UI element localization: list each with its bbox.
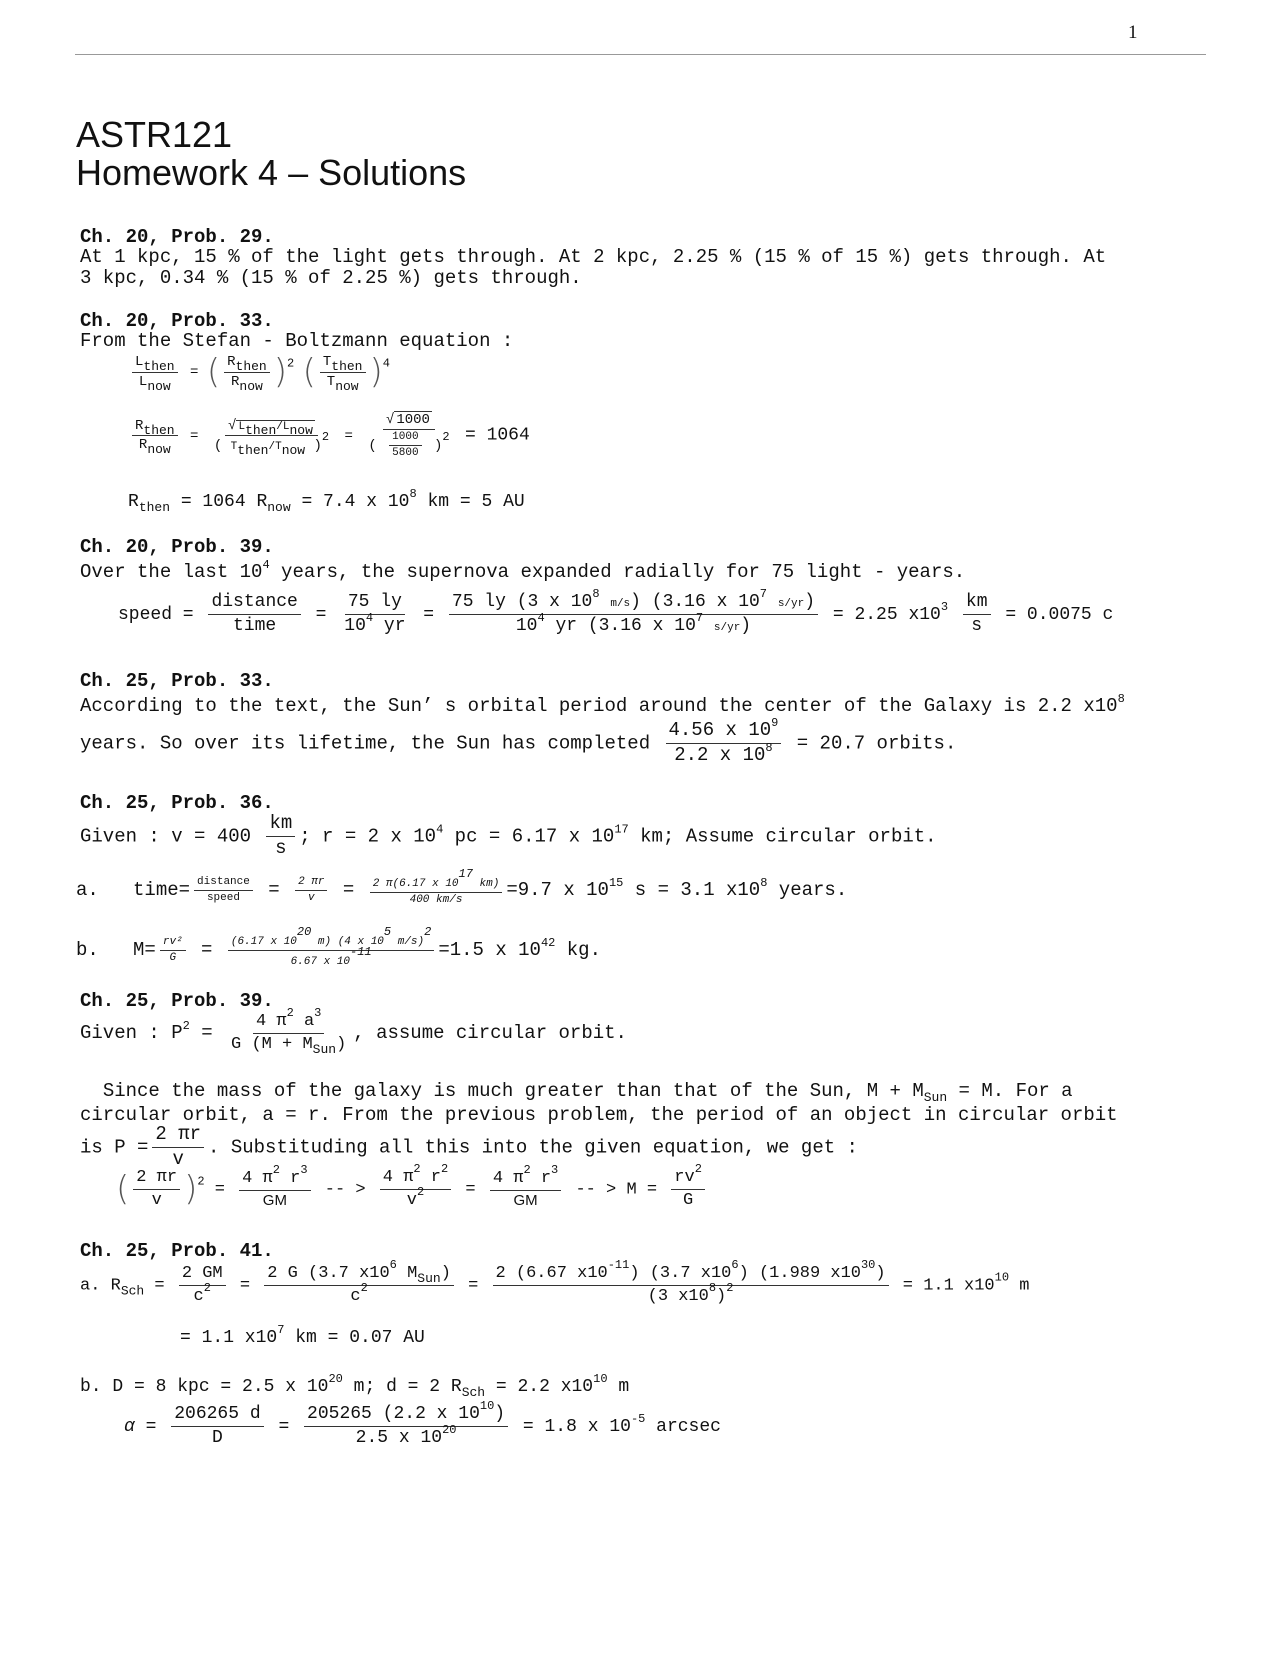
p33-t-ratio-num: 1000	[389, 431, 421, 446]
header-rule	[75, 54, 1206, 55]
p33-t-ratio-den: 5800	[392, 446, 419, 459]
p25-41-part-a-line2: = 1.1 $x10^7$ km = 0.07 AU	[180, 1323, 425, 1348]
page-title	[76, 116, 466, 192]
p33-eq2: $\frac{R_{then}}{R_{now}}$ = $\frac{√ L_{then}/L_{now}}{( T_{then}/T_{now} )^2}$ = √ 1000 ( $\frac{1000}{5800}$ )$^2$ = 1064	[128, 412, 530, 459]
heading-ch25-p36: Ch. 25, Prob. 36.	[80, 792, 274, 814]
p25-36-part-a: a. time= $\frac{\text{distance}}{\text{speed}}$ = $\frac{2 \pi r}{v}$ = $\frac{2 \pi(6.17 x 10^{17} km)}{400 km/s}$ =9.7 x $10^{15}$ s = 3.1 $x10^8$ years.	[76, 867, 848, 906]
heading-ch25-p33: Ch. 25, Prob. 33.	[80, 670, 274, 692]
heading-ch20-p29: Ch. 20, Prob. 29.	[80, 226, 274, 248]
p25-39-para: Since the mass of the galaxy is much greater than that of the Sun, $M + M_{Sun} = M$. For a circular orbit, a = r. From the previous problem, the period of an object in circular orbit	[80, 1080, 1118, 1126]
p25-41-alpha: α = $\frac{206265 d}{D}$ = $\frac{205265 (2.2 x 10^{10})}{2.5 x 10^{20}}$ = 1.8 x $10^{-5}$ arcsec	[124, 1399, 721, 1448]
p33-intro: From the Stefan - Boltzmann equation :	[80, 330, 514, 352]
heading-ch25-p39: Ch. 25, Prob. 39.	[80, 990, 274, 1012]
p39-equation: speed = $\frac{\text{distance}}{\text{time}}$ = $\frac{75 ly}{10^4 yr}$ = $\frac{75 ly (3 x 10^8 m/s) (3.16 x 10^7 s/yr)}{10^4 yr (3.16 x 10^7 s/yr)}$ = 2.25 $x10^3$ $\frac{km}{s}$ = 0.0075 c	[118, 587, 1114, 636]
p25-33-line1: According to the text, the Sun’ s orbital period around the center of the Galaxy is 2.2 $x10^8$	[80, 692, 1125, 717]
p25-39-line3: is P = $\frac{2 \pi r}{v}$ . Substituding all this into the given equation, we get :	[80, 1123, 858, 1170]
p25-41-part-b: b. D = 8 kpc = 2.5 x $10^{20}$ m; d = 2 $R_{Sch} = 2.2$ $x10^{10}$ m	[80, 1372, 630, 1400]
title-subtitle: Homework 4 – Solutions	[76, 152, 467, 193]
page-number: 1	[1128, 22, 1138, 43]
p25-36-part-b: b. M= $\frac{\text{rv²}}{G}$ = $\frac{(6.17 x 10^{20} m) (4 x 10^5 m/s)^2}{6.67 x 10^{-11}}$ =1.5 x $10^{42}$ kg.	[76, 925, 601, 968]
p25-39-given: Given : $P^2$ = $\frac{4 \pi^2 a^3}{G (M + M_{Sun})}$ , assume circular orbit.	[80, 1006, 627, 1057]
heading-ch25-p41: Ch. 25, Prob. 41.	[80, 1240, 274, 1262]
p33-sqrt-value: 1000	[396, 412, 430, 428]
p33-final: $R_{then} = 1064$ $R_{now} = 7.4$ x $10^8$ km = 5 AU	[128, 487, 525, 515]
p33-ratio-result: = 1064	[464, 425, 530, 446]
p25-41-part-a: a. $R_{Sch}$ = $\frac{2 GM}{c^2}$ = $\frac{2 G (3.7 x10^6 M_{Sun})}{c^2}$ = $\frac{2 (6.67 x10^{-11}) (3.7 x10^6) (1.989 x10^{30})}{(3 x10^8)^2}$ = 1.1 $x10^{10}$ m	[80, 1258, 1030, 1306]
p25-36-given: Given : v = 400 $\frac{km}{s}$ ; r = 2 x $10^4$ pc = 6.17 x $10^{17}$ km; Assume circular orbit.	[80, 812, 937, 859]
heading-ch20-p39: Ch. 20, Prob. 39.	[80, 536, 274, 558]
p29-line2: 3 kpc, 0.34 % (15 % of 2.25 %) gets through.	[80, 267, 582, 289]
title-course: ASTR121	[76, 114, 233, 155]
p25-39-derivation: ( $\frac{2 \pi r}{v}$ )$^2$ = $\frac{4 \pi^2 r^3}{GM}$ -- > $\frac{4 \pi^2 r^2}{v^2}$ = $\frac{4 \pi^2 r^3}{GM}$ -- > M = $\frac{rv^2}{G}$	[116, 1168, 709, 1210]
p39-intro: Over the last $10^4$ years, the supernova expanded radially for 75 light - years.	[80, 558, 966, 583]
p25-33-line2: years. So over its lifetime, the Sun has completed $\frac{4.56 x 10^9}{2.2 x 10^8}$ = 20.7 orbits.	[80, 716, 957, 766]
p33-eq1: $\frac{L_{then}}{L_{now}}$ = ( $\frac{R_{then}}{R_{now}}$ )$^2$ ( $\frac{T_{then}}{T_{now}}$ )$^4$	[128, 352, 390, 392]
heading-ch20-p33: Ch. 20, Prob. 33.	[80, 310, 274, 332]
p29-line1: At 1 kpc, 15 % of the light gets through. At 2 kpc, 2.25 % (15 % of 15 %) gets through. At	[80, 246, 1107, 268]
